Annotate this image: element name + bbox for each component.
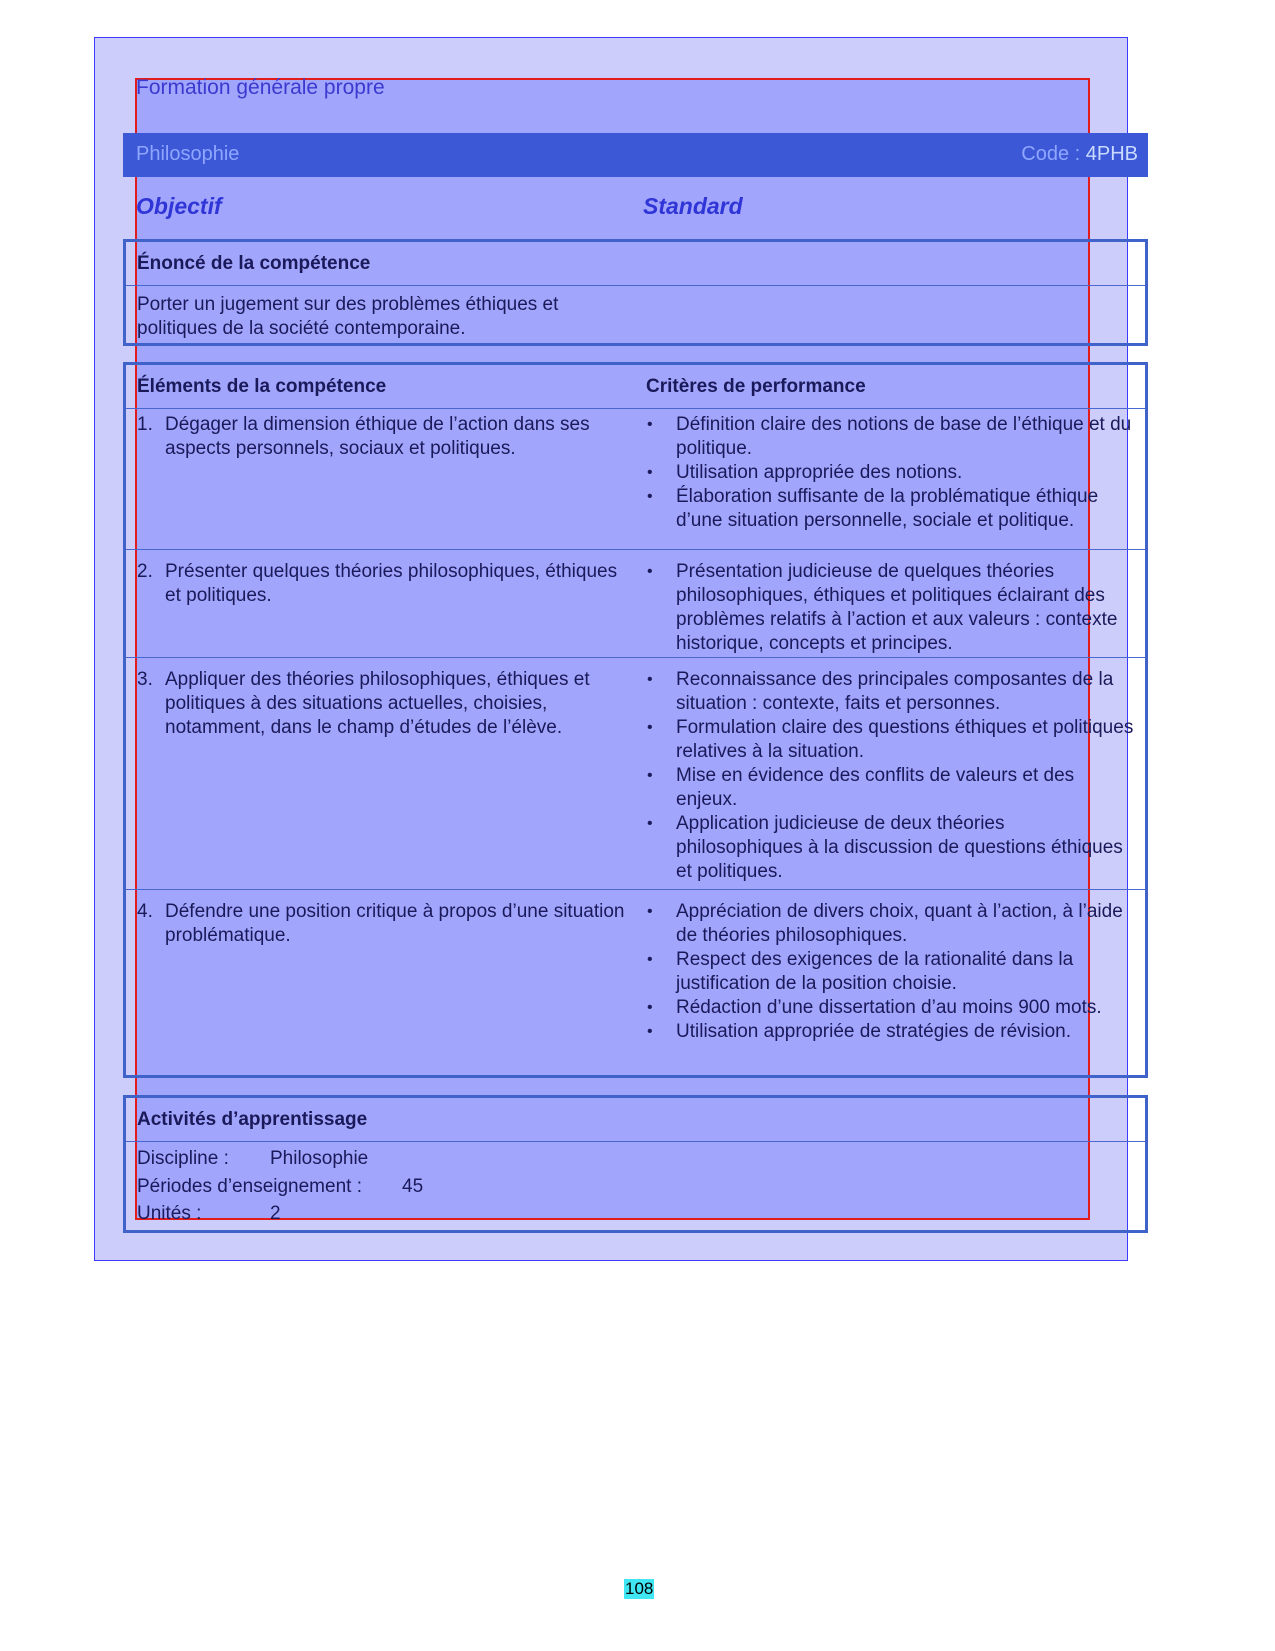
elements-criteria-header [126, 365, 1145, 409]
criterion-item: • Respect des exigences de la rationalité dans la justification de la position choisie. [647, 949, 1074, 994]
element-2 [137, 560, 627, 608]
periods-value: 45 [402, 1176, 424, 1197]
bullet-icon: • [647, 719, 653, 736]
element-row-3 [126, 657, 1145, 890]
bullet-icon: • [647, 767, 653, 784]
course-title: Philosophie [136, 143, 240, 165]
criteria-list-3 [646, 668, 1134, 884]
criterion-item: • Application judicieuse de deux théories philosophiques à la discussion de questions éthiques et politiques. [647, 813, 1123, 882]
bullet-icon: • [647, 464, 653, 481]
criteria-list-2 [646, 560, 1134, 656]
units-line [137, 1203, 737, 1225]
element-number: 1. [137, 414, 153, 435]
criterion-item: • Définition claire des notions de base de l’éthique et du politique. [647, 414, 1132, 459]
units-value: 2 [270, 1203, 281, 1224]
bullet-icon: • [647, 1023, 653, 1040]
criterion-item: • Rédaction d’une dissertation d’au moins 900 mots. [647, 997, 1102, 1018]
element-4 [137, 900, 627, 948]
elements-criteria-box [123, 362, 1148, 1078]
element-text: Défendre une position critique à propos d’une situation problématique. [165, 901, 625, 946]
criterion-item: • Mise en évidence des conflits de valeurs et des enjeux. [647, 765, 1075, 810]
units-label: Unités : [137, 1203, 202, 1224]
criteria-list-1 [646, 413, 1134, 533]
periods-label: Périodes d’enseignement : [137, 1176, 362, 1197]
element-number: 4. [137, 901, 153, 922]
bullet-icon: • [647, 999, 653, 1016]
learning-activities-heading: Activités d’apprentissage [137, 1109, 368, 1130]
element-row-1 [126, 413, 1145, 549]
course-code [1021, 143, 1138, 166]
criteria-heading: Critères de performance [646, 376, 866, 397]
criterion-item: • Utilisation appropriée des notions. [647, 462, 963, 483]
bullet-icon: • [647, 815, 653, 832]
competence-statement-text: Porter un jugement sur des problèmes éthiques et politiques de la société contemporaine. [137, 294, 559, 339]
page-number: 108 [625, 1579, 654, 1598]
learning-activities-header [126, 1098, 1145, 1142]
course-code-label: Code : [1021, 143, 1081, 165]
criterion-item: • Utilisation appropriée de stratégies de révision. [647, 1021, 1071, 1042]
criterion-item: • Appréciation de divers choix, quant à l’action, à l’aide de théories philosophiques. [647, 901, 1123, 946]
element-row-4 [126, 889, 1145, 1076]
criteria-list-4 [646, 900, 1134, 1044]
bullet-icon: • [647, 951, 653, 968]
element-text: Dégager la dimension éthique de l’action dans ses aspects personnels, sociaux et politiques. [165, 414, 590, 459]
discipline-value: Philosophie [270, 1148, 369, 1169]
discipline-label: Discipline : [137, 1148, 229, 1169]
element-row-2 [126, 549, 1145, 658]
criterion-item: • Présentation judicieuse de quelques théories philosophiques, éthiques et politiques éclairant des problèmes relatifs à l’action et aux valeurs : contexte historique, concepts et principes. [647, 561, 1118, 654]
criterion-item: • Élaboration suffisante de la problématique éthique d’une situation personnelle, sociale et politique. [647, 486, 1099, 531]
bullet-icon: • [647, 488, 653, 505]
objective-heading: Objectif [136, 193, 222, 219]
bullet-icon: • [647, 903, 653, 920]
element-1 [137, 413, 627, 461]
criterion-item: • Formulation claire des questions éthiques et politiques relatives à la situation. [647, 717, 1134, 762]
element-number: 2. [137, 561, 153, 582]
elements-heading: Éléments de la compétence [137, 376, 387, 397]
criterion-item: • Reconnaissance des principales composantes de la situation : contexte, faits et personnes. [647, 669, 1114, 714]
competence-statement-box [123, 239, 1148, 346]
discipline-line [137, 1148, 737, 1170]
course-title-bar [123, 133, 1148, 177]
section-heading: Formation générale propre [136, 76, 385, 99]
competence-statement-heading: Énoncé de la compétence [137, 253, 371, 274]
element-3 [137, 668, 627, 740]
element-number: 3. [137, 669, 153, 690]
bullet-icon: • [647, 671, 653, 688]
bullet-icon: • [647, 416, 653, 433]
element-text: Présenter quelques théories philosophiques, éthiques et politiques. [165, 561, 618, 606]
learning-activities-box [123, 1095, 1148, 1233]
element-text: Appliquer des théories philosophiques, éthiques et politiques à des situations actuelles, choisies, notamment, dans le champ d’études de l’élève. [165, 669, 590, 738]
standard-heading: Standard [643, 193, 743, 219]
periods-line [137, 1176, 737, 1198]
competence-statement-header [126, 242, 1145, 286]
bullet-icon: • [647, 563, 653, 580]
course-code-value: 4PHB [1085, 143, 1138, 165]
